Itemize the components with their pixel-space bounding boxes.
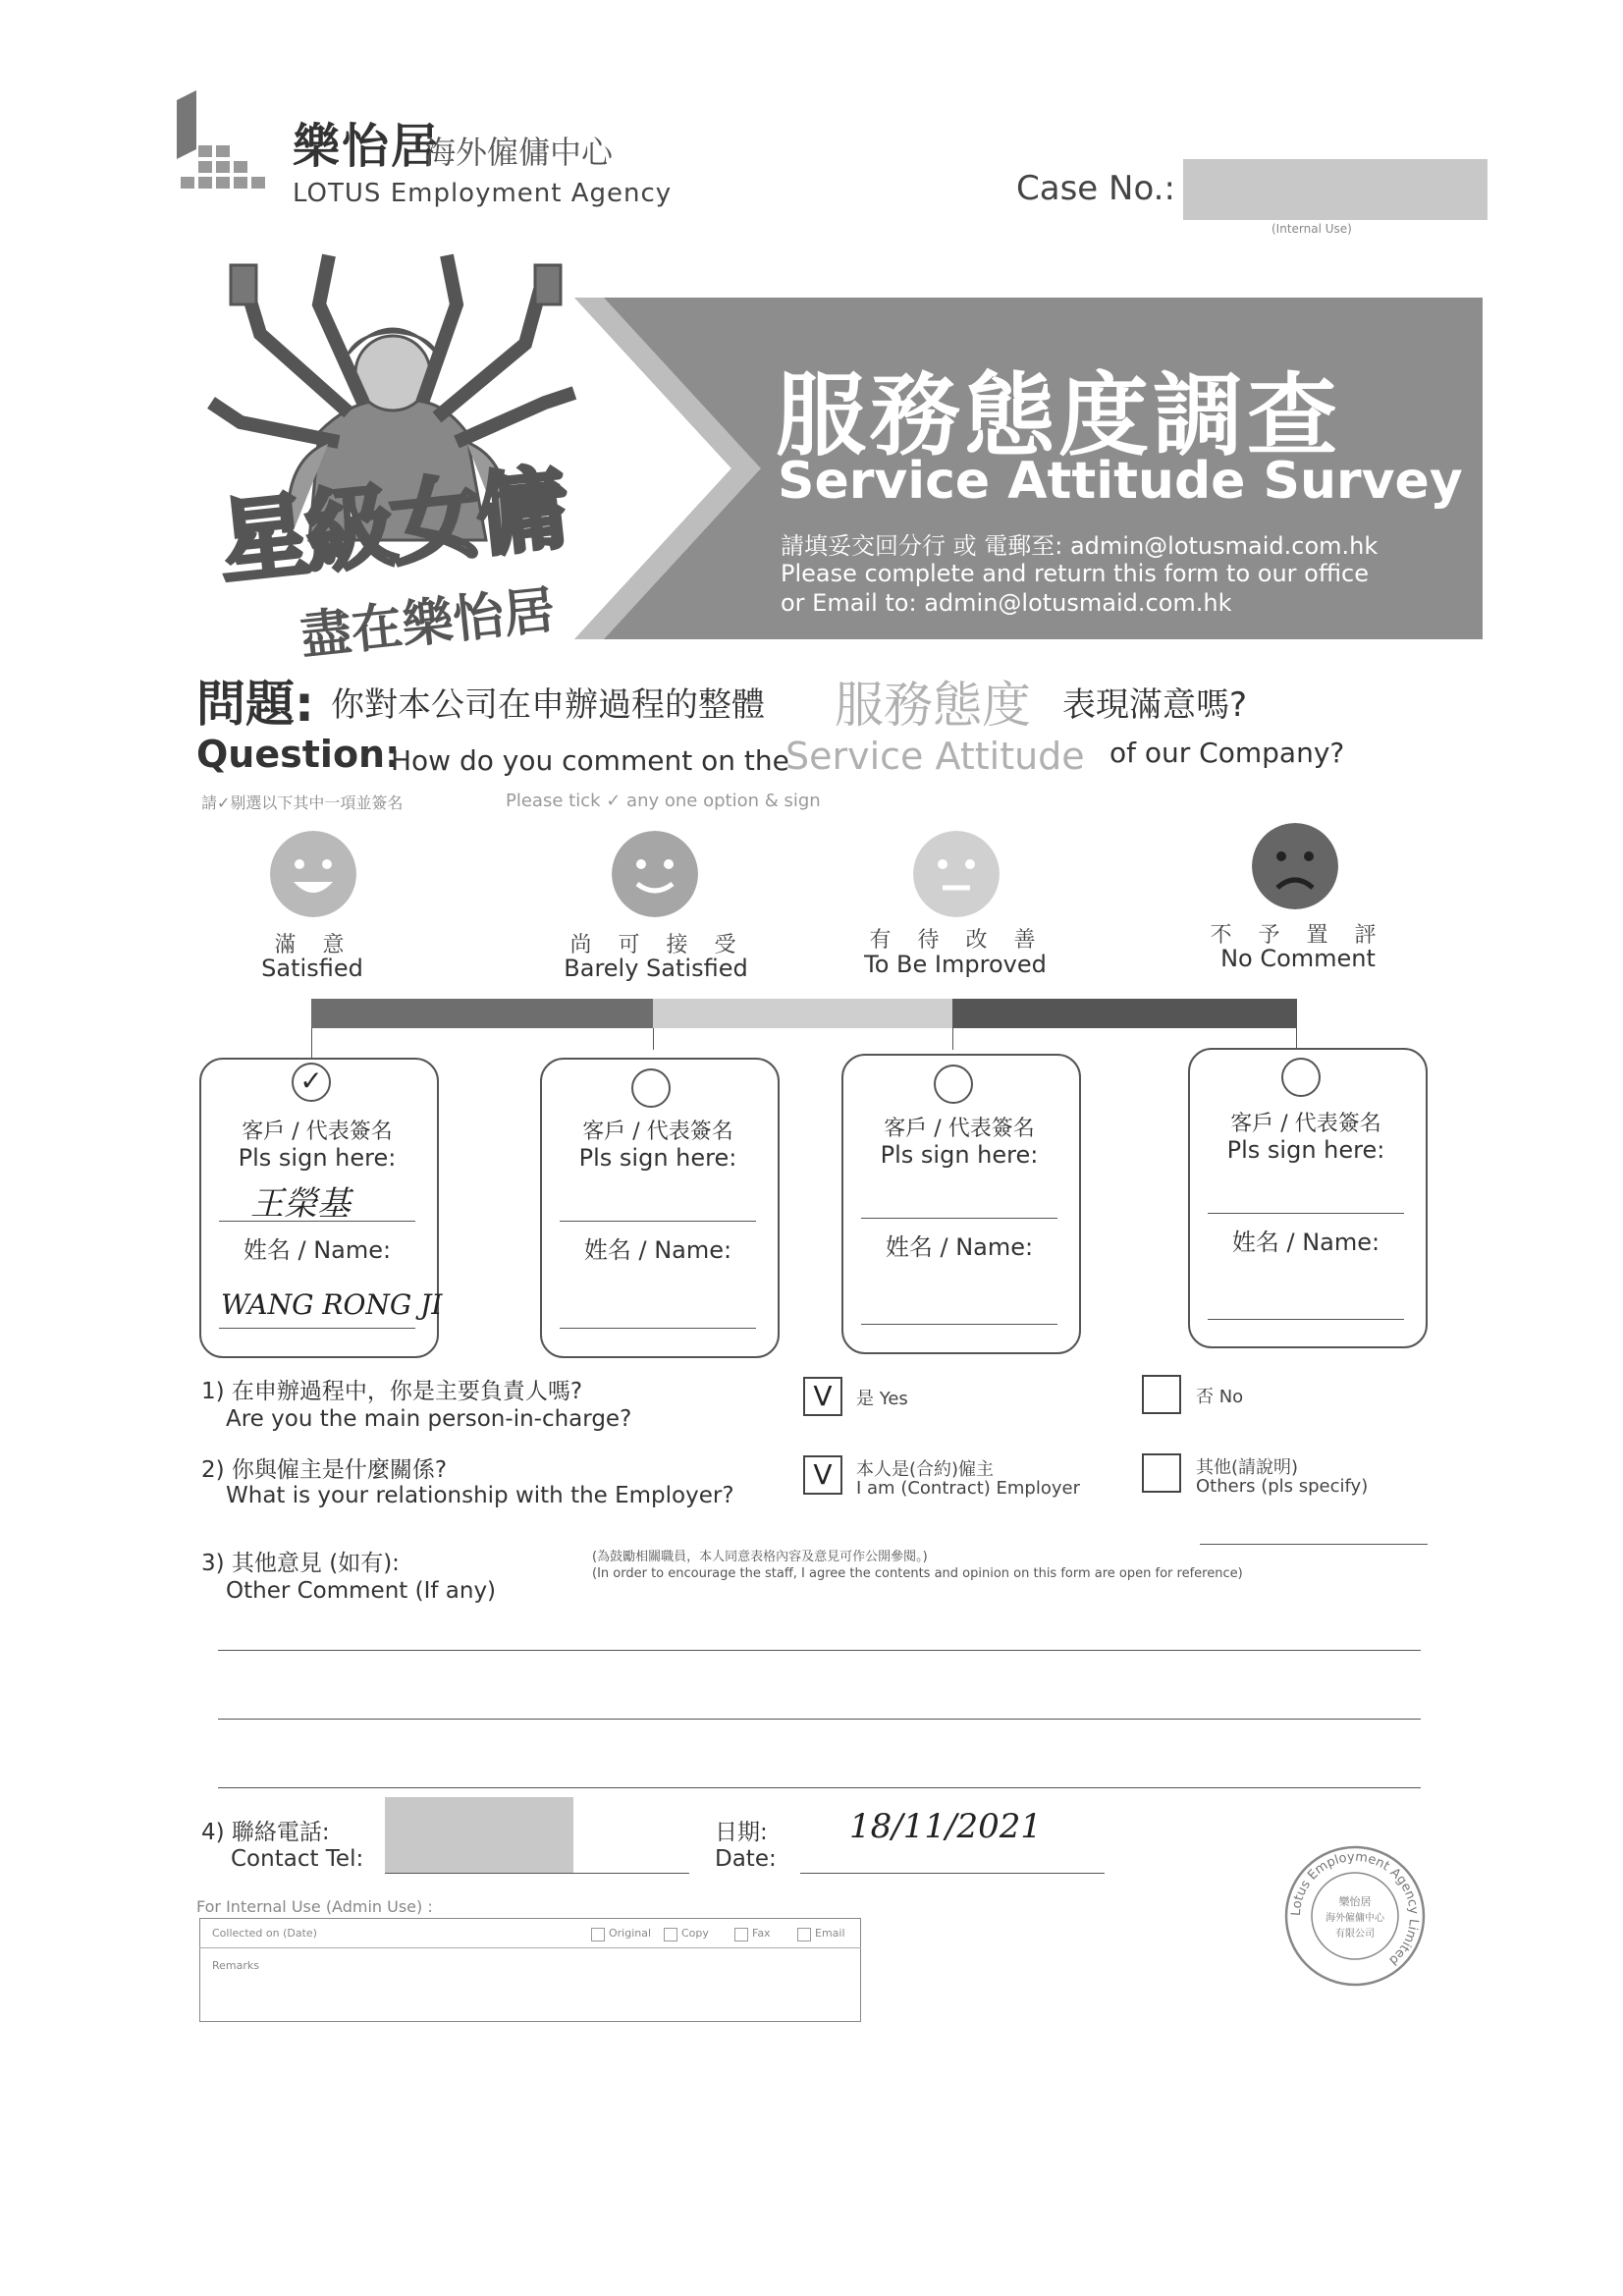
q2-text-en: What is your relationship with the Employer? <box>226 1483 734 1508</box>
sign-line <box>1208 1213 1404 1214</box>
internal-use-note: (Internal Use) <box>1271 222 1352 236</box>
name-line <box>1208 1319 1404 1320</box>
original-label: Original <box>609 1927 652 1940</box>
q1-yes-checkbox[interactable]: V <box>803 1377 842 1416</box>
sign-line <box>219 1221 415 1222</box>
q2-others-checkbox[interactable] <box>1142 1453 1181 1493</box>
color-bar-satisfied <box>311 999 653 1028</box>
q4-text-cn: 4) 聯絡電話: <box>201 1820 330 1845</box>
contact-tel-line[interactable] <box>385 1873 689 1874</box>
q3-text-cn: 3) 其他意見 (如有): <box>201 1551 400 1576</box>
banner-instruction-cn: 請填妥交回分行 或 電郵至: admin@lotusmaid.com.hk <box>781 532 1379 560</box>
banner-instruction-en-2: or Email to: admin@lotusmaid.com.hk <box>781 589 1232 617</box>
sign-label-en: Pls sign here: <box>238 1144 397 1172</box>
date-label-en: Date: <box>715 1846 777 1872</box>
question-highlight-cn: 服務態度 <box>835 677 1031 734</box>
q1-text-en: Are you the main person-in-charge? <box>226 1406 632 1432</box>
question-highlight-en: Service Attitude <box>785 735 1085 778</box>
q2-employer-label-en: I am (Contract) Employer <box>856 1478 1080 1499</box>
question-tail-en: of our Company? <box>1109 737 1345 769</box>
email-checkbox[interactable] <box>797 1928 811 1941</box>
question-label-en: Question: <box>196 733 401 776</box>
sign-label-cn: 客戶 / 代表簽名 <box>242 1120 393 1144</box>
option-radio-barely-satisfied[interactable] <box>631 1068 671 1108</box>
tick-instruction-en: Please tick ✓ any one option & sign <box>506 791 821 811</box>
internal-use-label: For Internal Use (Admin Use) : <box>196 1897 433 1916</box>
no-comment-face-icon <box>1252 823 1338 909</box>
remarks-label: Remarks <box>212 1959 259 1972</box>
svg-text:Lotus Employment Agency Limite: Lotus Employment Agency Limited <box>1288 1849 1422 1968</box>
fax-checkbox[interactable] <box>734 1928 748 1941</box>
sign-label-cn: 客戶 / 代表簽名 <box>884 1117 1035 1141</box>
name-label: 姓名 / Name: <box>243 1236 392 1264</box>
connector-4 <box>1296 999 1297 1048</box>
q3-note-cn: (為鼓勵相關職員，本人同意表格內容及意見可作公開參閱。) <box>592 1550 928 1564</box>
connector-1 <box>311 1028 312 1058</box>
sign-label-cn: 客戶 / 代表簽名 <box>582 1120 733 1144</box>
logo-text-cn-sub: 海外僱傭中心 <box>424 134 614 171</box>
date-line[interactable] <box>800 1873 1105 1874</box>
svg-text:海外僱傭中心: 海外僱傭中心 <box>1325 1913 1384 1924</box>
survey-title-en: Service Attitude Survey <box>778 452 1463 511</box>
original-checkbox[interactable] <box>591 1928 605 1941</box>
color-bar-to-be-improved <box>952 999 1296 1028</box>
svg-text:有限公司: 有限公司 <box>1335 1929 1375 1940</box>
option-satisfied-en: Satisfied <box>261 955 363 982</box>
logo-mark <box>177 90 275 198</box>
option-no-comment-en: No Comment <box>1220 945 1376 972</box>
q1-no-checkbox[interactable] <box>1142 1375 1181 1414</box>
option-radio-to-be-improved[interactable] <box>934 1065 973 1104</box>
case-no-label: Case No.: <box>1016 169 1175 208</box>
q2-employer-checkbox[interactable]: V <box>803 1455 842 1495</box>
fax-label: Fax <box>752 1927 771 1940</box>
option-radio-satisfied[interactable]: ✓ <box>292 1063 331 1102</box>
q2-employer-label-cn: 本人是(合約)僱主 <box>856 1459 995 1480</box>
company-stamp <box>1283 1844 1427 1988</box>
sign-label-en: Pls sign here: <box>1226 1136 1385 1164</box>
q2-others-specify-line[interactable] <box>1200 1544 1428 1545</box>
to-be-improved-face-icon <box>913 831 1000 917</box>
question-label-cn: 問題: <box>196 676 314 733</box>
svg-text:樂怡居: 樂怡居 <box>1338 1895 1372 1908</box>
q4-text-en: Contact Tel: <box>231 1846 364 1872</box>
option-radio-no-comment[interactable] <box>1281 1058 1321 1097</box>
option-satisfied-cn: 滿 意 <box>274 933 354 957</box>
sign-label-cn: 客戶 / 代表簽名 <box>1230 1112 1381 1136</box>
survey-title-cn: 服務態度調查 <box>776 363 1342 468</box>
tick-instruction-cn: 請✓剔選以下其中一項並簽名 <box>201 793 404 812</box>
sign-label-en: Pls sign here: <box>578 1144 737 1172</box>
contact-tel-redacted <box>385 1797 573 1874</box>
question-text-cn: 你對本公司在申辦過程的整體 <box>331 685 765 725</box>
sign-label-en: Pls sign here: <box>880 1141 1039 1169</box>
date-label-cn: 日期: <box>715 1820 768 1845</box>
mascot-slogan-cn-2: 盡在樂怡居 <box>298 580 559 667</box>
q1-yes-label: 是 Yes <box>856 1389 908 1409</box>
satisfied-face-icon <box>270 831 356 917</box>
option-to-be-improved-cn: 有 待 改 善 <box>869 928 1046 953</box>
q1-no-label: 否 No <box>1196 1387 1244 1407</box>
question-tail-cn: 表現滿意嗎? <box>1062 685 1248 725</box>
connector-2 <box>653 1028 654 1050</box>
name-line <box>219 1328 415 1329</box>
internal-divider <box>199 1947 861 1948</box>
q1-text-cn: 1) 在申辦過程中，你是主要負責人嗎? <box>201 1379 583 1404</box>
name-label: 姓名 / Name: <box>885 1233 1034 1261</box>
comment-line-1[interactable] <box>218 1650 1421 1651</box>
option-barely-satisfied-cn: 尚 可 接 受 <box>569 933 746 957</box>
q2-others-label-cn: 其他(請說明) <box>1196 1457 1299 1478</box>
barely-satisfied-face-icon <box>612 831 698 917</box>
option-to-be-improved-en: To Be Improved <box>864 951 1047 978</box>
q3-text-en: Other Comment (If any) <box>226 1578 497 1604</box>
signature-handwritten: 王榮基 <box>250 1184 351 1224</box>
question-text-en: How do you comment on the <box>391 744 789 777</box>
q2-text-cn: 2) 你與僱主是什麼關係? <box>201 1457 448 1483</box>
logo-text-cn: 樂怡居 <box>293 119 441 174</box>
connector-3 <box>952 1028 953 1050</box>
mascot-slogan-cn: 星級女傭 <box>214 455 569 597</box>
copy-label: Copy <box>681 1927 709 1940</box>
option-barely-satisfied-en: Barely Satisfied <box>564 955 748 982</box>
option-no-comment-cn: 不 予 置 評 <box>1210 923 1386 948</box>
email-label: Email <box>815 1927 845 1940</box>
date-handwritten: 18/11/2021 <box>849 1807 1042 1846</box>
collected-on-label: Collected on (Date) <box>212 1927 317 1940</box>
sign-line <box>861 1218 1057 1219</box>
name-label: 姓名 / Name: <box>583 1236 732 1264</box>
name-label: 姓名 / Name: <box>1231 1229 1380 1256</box>
banner-instruction-en-1: Please complete and return this form to our office <box>781 560 1370 587</box>
name-line <box>861 1324 1057 1325</box>
comment-line-2[interactable] <box>218 1719 1421 1720</box>
color-bar-barely-satisfied <box>653 999 952 1028</box>
name-line <box>560 1328 756 1329</box>
logo-text-en: LOTUS Employment Agency <box>293 179 673 208</box>
q2-others-label-en: Others (pls specify) <box>1196 1476 1369 1497</box>
comment-line-3[interactable] <box>218 1787 1421 1788</box>
copy-checkbox[interactable] <box>664 1928 677 1941</box>
q3-note-en: (In order to encourage the staff, I agree the contents and opinion on this form are open for reference) <box>592 1566 1243 1581</box>
name-handwritten: WANG RONG JI <box>221 1288 443 1321</box>
case-no-redacted <box>1183 159 1488 220</box>
sign-line <box>560 1221 756 1222</box>
